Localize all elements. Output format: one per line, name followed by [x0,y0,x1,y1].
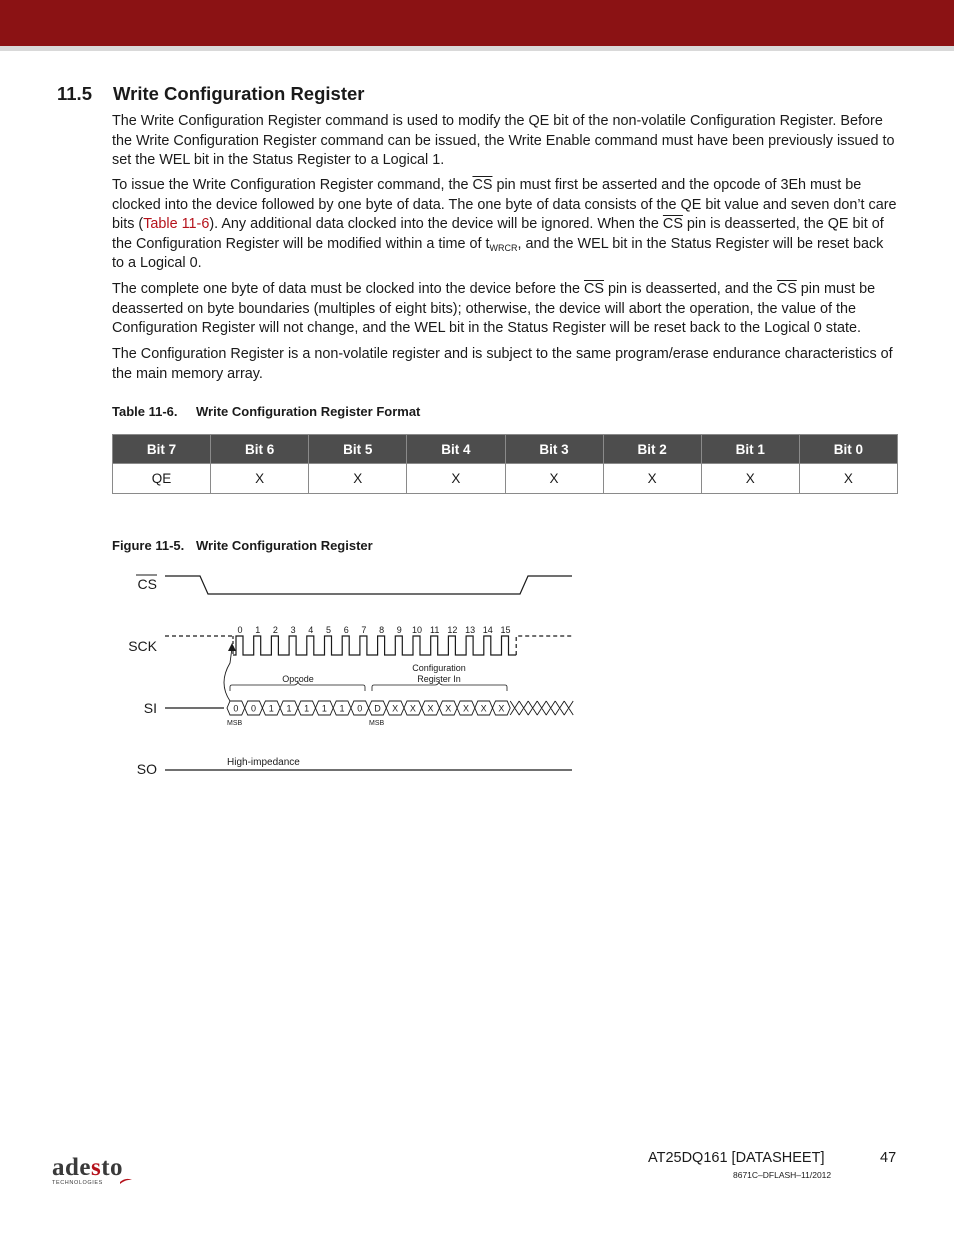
figure-caption-label: Figure 11-5. [112,538,185,553]
opcode-label: Opcode [282,674,314,684]
header-rule [0,46,954,51]
cell-bit-7: QE [113,464,211,494]
arrow-head [228,643,236,651]
section-number: 11.5 [57,83,92,104]
header-bar [0,0,954,46]
si-bit-value: 1 [286,703,292,714]
msb-label-data: MSB [369,720,385,727]
signal-label-so: SO [136,761,157,777]
msb-label-opcode: MSB [227,720,243,727]
footer-doc-number: 8671C–DFLASH–11/2012 [733,1170,832,1180]
adesto-logo [52,1156,123,1186]
text: To issue the Write Configuration Register command, the [112,177,473,193]
text: ). Any additional data clocked into the device will be ignored. When the [209,216,663,232]
table-caption [112,404,420,419]
sck-pulses [233,636,516,655]
logo-wordmark [52,1156,123,1180]
signal-label-cs: CS [137,576,157,592]
table-caption-title: Write Configuration Register Format [196,404,421,419]
text: The complete one byte of data must be clocked into the device before the [112,281,584,297]
clock-number: 1 [255,625,261,635]
config-label-line2: Register In [417,674,461,684]
si-waveform [165,701,573,715]
cell-bit-0: X [799,464,897,494]
logo-subtext: TECHNOLOGIES [52,1180,103,1186]
header-bit-2: Bit 2 [603,435,701,464]
clock-number: 13 [465,625,476,635]
footer-page-number: 47 [880,1150,897,1166]
twrcr-subscript: WRCR [489,242,518,253]
clock-number: 10 [411,625,423,635]
table-row [113,464,898,494]
si-bit-value: 1 [339,703,345,714]
clock-number: 14 [482,625,493,635]
clock-number: 5 [325,625,332,635]
si-bit-value: 1 [268,703,274,714]
logo-text-b: s [91,1154,102,1181]
header-bit-4: Bit 4 [407,435,505,464]
cell-bit-4: X [407,464,505,494]
cs-overline: $\overline{CS}$ [583,281,604,297]
timing-diagram [110,565,580,780]
paragraph-1: The Write Configuration Register command is used to modify the QE bit of the non-volatile Configuration Register. Before the Write Configuration Register command can be issued, the Write Enable command must have been previously issued to set the WEL bit in the Status Register to a Logical 1. [112,113,895,168]
clock-number: 4 [308,625,314,635]
high-impedance-label: High-impedance [227,757,300,768]
header-bit-0: Bit 0 [799,435,897,464]
clock-number: 2 [272,625,278,635]
si-bit-value: X [409,703,416,714]
cs-overline: $\overline{CS}$ [472,177,493,193]
clock-number: 12 [447,625,458,635]
cell-bit-2: X [603,464,701,494]
si-bit-value: 0 [251,703,257,714]
register-format-table [112,434,898,494]
logo-text-a: ade [52,1154,91,1181]
clock-numbers [237,625,510,635]
text: , and the WEL bit in the Status Register will be reset back to a Logical 0. [112,235,884,271]
cell-bit-6: X [211,464,309,494]
header-bit-6: Bit 6 [211,435,309,464]
sck-waveform [165,636,572,655]
header-bit-3: Bit 3 [505,435,603,464]
table-link[interactable]: Table 11-6 [143,216,210,232]
si-bit-value: 0 [357,703,363,714]
signal-label-si: SI [143,700,157,716]
logo-text-c: to [101,1154,124,1181]
logo-swoosh-icon [120,1177,132,1185]
si-bit-value: 0 [233,703,239,714]
clock-number: 9 [396,625,402,635]
header-bit-7: Bit 7 [113,435,211,464]
config-label-line1: Configuration [412,663,466,673]
si-bit-value: 1 [321,703,327,714]
latch-arrow [224,648,232,701]
clock-number: 0 [237,625,243,635]
clock-number: 7 [361,625,367,635]
si-bit-value: X [427,703,434,714]
si-bit-value: X [392,703,399,714]
signal-label-sck: SCK [128,638,157,654]
clock-number: 3 [290,625,296,635]
figure-caption-title: Write Configuration Register [196,538,373,553]
si-dont-care-hatch [510,701,573,715]
cell-bit-1: X [701,464,799,494]
section-title: Write Configuration Register [113,83,365,104]
clock-number: 8 [379,625,385,635]
table-caption-label: Table 11-6. [112,404,178,419]
clock-number: 6 [343,625,349,635]
si-bit-value: D [374,703,381,714]
text: pin is deasserted, and the [603,281,777,297]
cs-overline: $\overline{CS}$ [776,281,797,297]
clock-number: 11 [430,625,440,635]
cell-bit-5: X [309,464,407,494]
text: pin is deasserted, the QE bit of the Configuration Register will be modified within a time of t [112,216,884,252]
paragraph-3 [112,280,898,339]
si-bit-value: 1 [304,703,310,714]
footer-doc-title: AT25DQ161 [DATASHEET] [648,1150,825,1166]
paragraph-2 [112,176,898,274]
header-bit-1: Bit 1 [701,435,799,464]
clock-number: 15 [500,625,511,635]
cs-overline: $\overline{CS}$ [662,216,683,232]
sck-idle-dashed-end [516,636,572,655]
si-bit-value: X [480,703,487,714]
si-bit-value: X [462,703,469,714]
table-header-row [113,435,898,464]
si-bit-value: X [498,703,505,714]
si-bit-value: X [445,703,452,714]
header-bit-5: Bit 5 [309,435,407,464]
paragraph-4: The Configuration Register is a non-volatile register and is subject to the same program/erase endurance characteristics of the main memory array. [112,346,893,382]
figure-caption [112,538,373,553]
cs-waveform [165,576,572,594]
cell-bit-3: X [505,464,603,494]
section-heading [57,83,364,105]
text: pin must be deasserted on byte boundaries (multiples of eight bits); otherwise, the device will abort the operation, the value of the Configuration Register will not change, and the WEL bit in the Status Register will be reset back to the Logical 0 state. [112,281,876,336]
text: pin must first be asserted and the opcode of 3Eh must be clocked into the device followed by one byte of data. The one byte of data consists of the QE bit value and seven don’t care bits ( [112,177,897,232]
